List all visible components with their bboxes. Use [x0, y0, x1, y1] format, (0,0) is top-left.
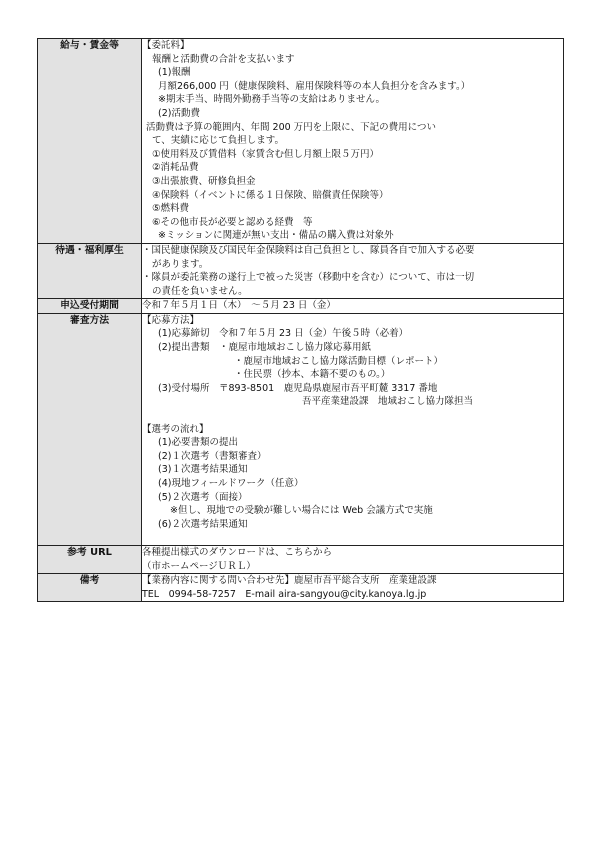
row-content	[142, 299, 564, 314]
blank-line	[142, 531, 563, 545]
content-line: ④保険料（イベントに係る１日保険、賠償責任保険等）	[152, 189, 389, 201]
content-line: 【委託料】	[142, 40, 190, 51]
content-line: 月額266,000 円（健康保険料、雇用保険料等の本人負担分を含みます。）	[158, 80, 471, 92]
content-line: (3)１次選考結果通知	[158, 464, 248, 476]
content-line: 報酬と活動費の合計を支払います	[152, 53, 295, 65]
content-line: ・住民票（抄本、本籍不要のもの。）	[234, 369, 391, 381]
document-page	[37, 38, 564, 602]
row-application-period	[38, 299, 564, 314]
content-line: (1)必要書類の提出	[158, 437, 238, 449]
content-line: ①使用料及び賃借料（家賃含む但し月額上限５万円）	[152, 148, 380, 160]
content-line: 令和７年５月１日（木） ～５月 23 日（金）	[142, 300, 336, 312]
content-line: ※ミッションに関連が無い支出・備品の購入費は対象外	[158, 230, 394, 242]
content-line: ・鹿屋市地域おこし協力隊活動目標（レポート）	[234, 355, 444, 367]
content-line: ⑥その他市長が必要と認める経費 等	[152, 216, 313, 228]
row-benefits	[38, 243, 564, 298]
blank-line	[142, 409, 563, 423]
row-label: 給与・賃金等	[38, 39, 142, 244]
content-line: ・隊員が委託業務の遂行上で被った災害（移動中を含む）について、市は一切	[142, 272, 475, 284]
content-line: (1)報酬	[158, 67, 191, 79]
content-line: 活動費は予算の範囲内、年間 200 万円を上限に、下記の費用につい	[146, 121, 436, 133]
content-line: の責任を負いません。	[152, 285, 248, 297]
job-details-body	[38, 39, 564, 602]
content-line: ⑤燃料費	[152, 203, 190, 215]
row-label: 申込受付期間	[38, 299, 142, 314]
content-line: ・国民健康保険及び国民年金保険料は自己負担とし、隊員各自で加入する必要	[142, 244, 475, 256]
content-line: 【選考の流れ】	[142, 423, 209, 435]
content-line: ※期末手当、時間外勤務手当等の支給はありません。	[158, 94, 386, 106]
content-line: ③出張旅費、研修負担金	[152, 175, 256, 187]
row-content	[142, 243, 564, 298]
content-line: があります。	[152, 258, 209, 270]
row-screening	[38, 313, 564, 545]
content-line: て、実績に応じて負担します。	[152, 135, 285, 147]
content-line: ②消耗品費	[152, 162, 199, 174]
row-label: 審査方法	[38, 313, 142, 545]
row-content	[142, 574, 564, 602]
content-line: (3)受付場所 〒893-8501 鹿児島県鹿屋市吾平町麓 3317 番地	[158, 382, 438, 394]
row-salary	[38, 39, 564, 244]
content-line: (2)１次選考（書類審査）	[158, 450, 267, 462]
job-details-table	[37, 38, 564, 602]
content-line: ※但し、現地での受験が難しい場合には Web 会議方式で実施	[170, 505, 433, 517]
content-line: (5)２次選考（面接）	[158, 491, 248, 503]
content-line: (6)２次選考結果通知	[158, 518, 248, 530]
content-line: (2)提出書類 ・鹿屋市地域おこし協力隊応募用紙	[158, 342, 371, 354]
row-label: 参考 URL	[38, 545, 142, 573]
row-reference-url	[38, 545, 564, 573]
content-line: TEL 0994-58-7257 E-mail aira-sangyou@city.kanoya.lg.jp	[142, 588, 427, 600]
content-line: (2)活動費	[158, 107, 200, 119]
row-content	[142, 313, 564, 545]
content-line: 吾平産業建設課 地域おこし協力隊担当	[302, 396, 474, 408]
content-line: 【応募方法】	[142, 314, 200, 326]
content-line: （市ホームページＵＲＬ）	[142, 560, 256, 572]
content-line: (1)応募締切 令和７年５月 23 日（金）午後５時（必着）	[158, 328, 409, 340]
content-line: 各種提出様式のダウンロードは、こちらから	[142, 546, 333, 558]
row-content	[142, 39, 564, 244]
content-line: (4)現地フィールドワーク（任意）	[158, 478, 304, 489]
row-remarks	[38, 574, 564, 602]
row-label: 待遇・福利厚生	[38, 243, 142, 298]
row-content	[142, 545, 564, 573]
content-line: 【業務内容に関する問い合わせ先】鹿屋市吾平総合支所 産業建設課	[142, 575, 437, 587]
row-label: 備考	[38, 574, 142, 602]
